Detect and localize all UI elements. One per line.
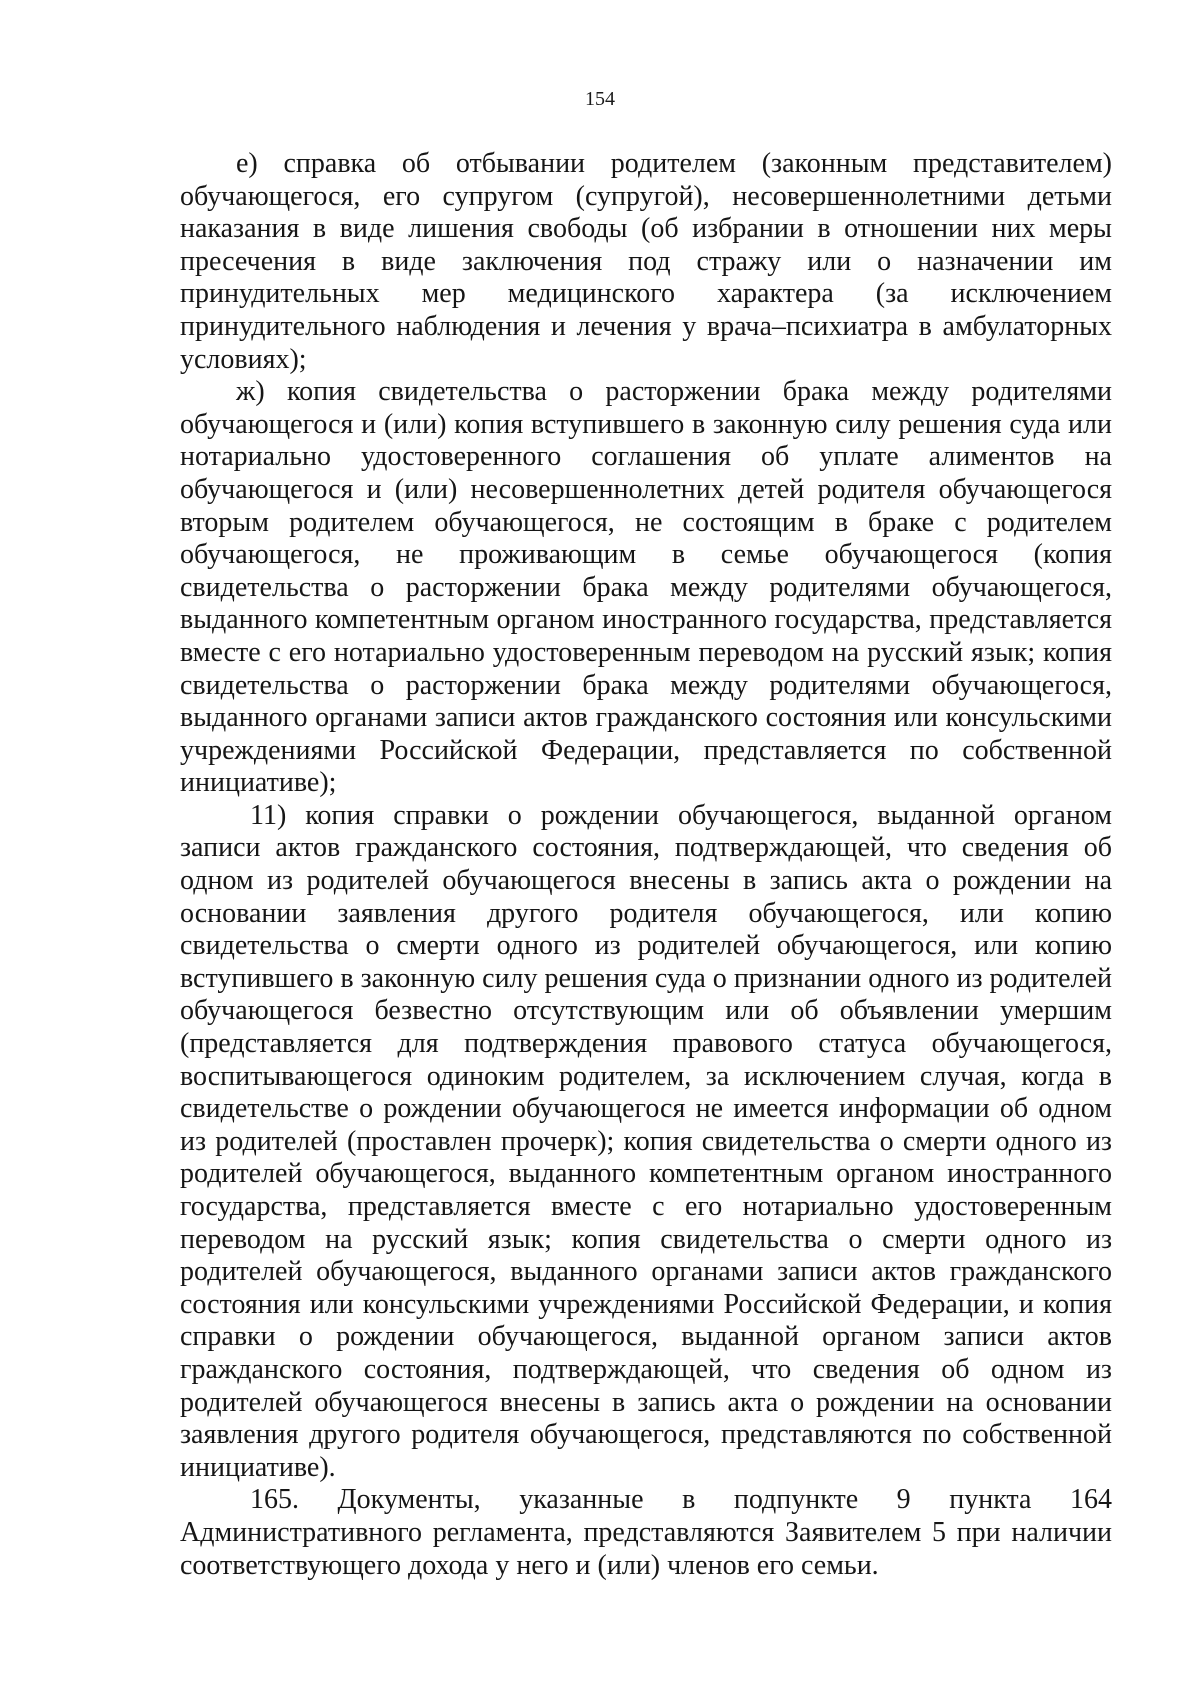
- document-body: [180, 148, 1112, 1582]
- paragraph-item-zh: ж) копия свидетельства о расторжении брака между родителями обучающегося и (или) копия вступившего в законную силу решения суда или нотариально удостоверенного соглашения об уплате алиментов на обучающегося и (или) несовершеннолетних детей родителя обучающегося вторым родителем обучающегося, не состоящим в браке с родителем обучающегося, не проживающим в семье обучающегося (копия свидетельства о расторжении брака между родителями обучающегося, выданного компетентным органом иностранного государства, представляется вместе с его нотариально удостоверенным переводом на русский язык; копия свидетельства о расторжении брака между родителями обучающегося, выданного органами записи актов гражданского состояния или консульскими учреждениями Российской Федерации, представляется по собственной инициативе);: [180, 376, 1112, 799]
- page-number: 154: [585, 88, 615, 110]
- paragraph-item-11: 11) копия справки о рождении обучающегося, выданной органом записи актов гражданского состояния, подтверждающей, что сведения об одном из родителей обучающегося внесены в запись акта о рождении на основании заявления другого родителя обучающегося, или копию свидетельства о смерти одного из родителей обучающегося, или копию вступившего в законную силу решения суда о признании одного из родителей обучающегося безвестно отсутствующим или об объявлении умершим (представляется для подтверждения правового статуса обучающегося, воспитывающегося одиноким родителем, за исключением случая, когда в свидетельстве о рождении обучающегося не имеется информации об одном из родителей (проставлен прочерк); копия свидетельства о смерти одного из родителей обучающегося, выданного компетентным органом иностранного государства, представляется вместе с его нотариально удостоверенным переводом на русский язык; копия свидетельства о смерти одного из родителей обучающегося, выданного органами записи актов гражданского состояния или консульскими учреждениями Российской Федерации, и копия справки о рождении обучающегося, выданной органом записи актов гражданского состояния, подтверждающей, что сведения об одном из родителей обучающегося внесены в запись акта о рождении на основании заявления другого родителя обучающегося, представляются по собственной инициативе).: [180, 799, 1112, 1483]
- paragraph-clause-165: 165. Документы, указанные в подпункте 9 пункта 164 Административного регламента, представляются Заявителем 5 при наличии соответствующего дохода у него и (или) членов его семьи.: [180, 1484, 1112, 1581]
- paragraph-item-e: е) справка об отбывании родителем (законным представителем) обучающегося, его супругом (супругой), несовершеннолетними детьми наказания в виде лишения свободы (об избрании в отношении них меры пресечения в виде заключения под стражу или о назначении им принудительных мер медицинского характера (за исключением принудительного наблюдения и лечения у врача–психиатра в амбулаторных условиях);: [180, 148, 1112, 375]
